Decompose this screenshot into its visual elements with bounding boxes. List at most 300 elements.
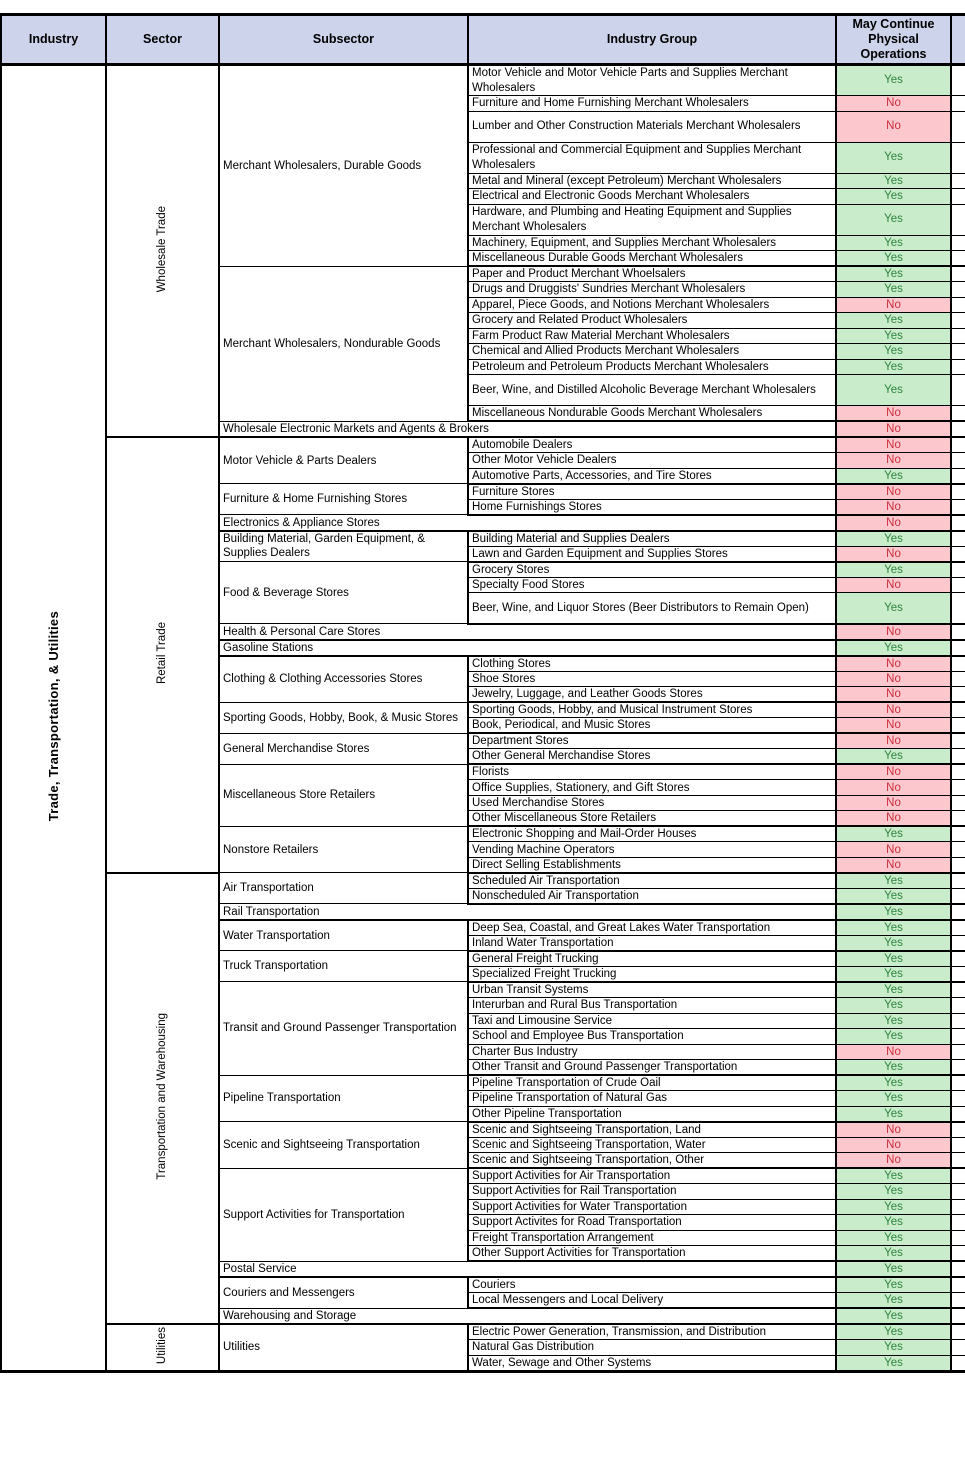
cutoff-column-cell [951,1075,965,1091]
industry-group-cell-label: Other General Merchandise Stores [472,750,651,763]
cutoff-column-cell [951,966,965,982]
sector-cell-label: Transportation and Warehousing [156,1013,169,1180]
may-continue-cell [836,811,951,827]
may-continue-cell-label: No [886,547,901,560]
cutoff-column-cell [951,780,965,796]
industry-group-cell-label: Automobile Dealers [472,439,573,452]
cutoff-column-cell [951,531,965,547]
may-continue-cell [836,1091,951,1107]
cutoff-column-cell [951,982,965,998]
may-continue-cell-label: No [886,719,901,732]
may-continue-cell [836,1230,951,1246]
may-continue-cell [836,982,951,998]
cutoff-column-cell [951,1122,965,1138]
industry-group-cell [468,888,836,904]
industry-group-cell [468,1230,836,1246]
col-header-sector: Sector [106,15,219,65]
cutoff-column-cell [951,593,965,624]
subsector-cell [219,437,468,484]
may-continue-cell-label: Yes [884,1061,903,1073]
industry-group-cell-label: Office Supplies, Stationery, and Gift Stores [472,781,690,794]
industry-group-cell [468,1355,836,1371]
may-continue-cell [836,593,951,624]
industry-group-cell-label: Other Pipeline Transportation [472,1107,622,1120]
industry-group-cell-label: Scenic and Sightseeing Transportation, Other [472,1154,705,1167]
cutoff-column-cell [951,189,965,205]
may-continue-cell [836,1215,951,1231]
industry-group-cell-label: Support Activities for Water Transportation [472,1200,687,1213]
industry-group-cell-label: Chemical and Allied Products Merchant Wholesalers [472,345,740,358]
may-continue-cell-label: Yes [884,936,903,949]
industry-group-cell [468,733,836,749]
cutoff-column-cell [951,484,965,500]
may-continue-cell [836,313,951,329]
cutoff-column-cell [951,173,965,189]
may-continue-cell [836,1199,951,1215]
industry-group-cell [468,531,836,547]
industry-group-cell [468,235,836,251]
subsector-cell [219,1277,468,1308]
subsector-cell-label: Merchant Wholesalers, Nondurable Goods [223,337,441,350]
industry-cell-label: Trade, Transportation, & Utilities [45,610,61,821]
may-continue-cell [836,780,951,796]
may-continue-cell [836,1355,951,1371]
may-continue-cell [836,749,951,765]
industry-group-cell [468,111,836,142]
industry-group-cell-label: Other Transit and Ground Passenger Transportation [472,1061,738,1073]
cutoff-column-cell [951,282,965,298]
subsector-cell [219,1122,468,1169]
may-continue-cell [836,687,951,703]
industry-group-cell [468,780,836,796]
may-continue-cell [836,406,951,422]
industry-group-cell [468,142,836,173]
may-continue-cell [836,173,951,189]
cutoff-column-cell [951,546,965,562]
industry-group-cell [468,65,836,96]
industry-group-cell-label: Jewelry, Luggage, and Leather Goods Stores [472,688,703,701]
may-continue-cell [836,998,951,1014]
may-continue-cell-label: Yes [884,236,903,249]
may-continue-cell-label: No [886,1045,901,1058]
may-continue-cell-label: Yes [884,190,903,203]
cutoff-column-cell [951,1324,965,1340]
subsector-cell [219,531,468,562]
cutoff-column-cell [951,1091,965,1107]
subsector-cell-label: Utilities [223,1341,261,1354]
cutoff-column-cell [951,764,965,780]
may-continue-cell [836,375,951,406]
industry-group-cell-label: Nonscheduled Air Transportation [472,889,639,902]
cutoff-column-cell [951,468,965,484]
industry-group-cell [468,982,836,998]
may-continue-cell-label: No [886,1154,901,1167]
industry-group-cell-label: Inland Water Transportation [472,936,614,949]
may-continue-cell [836,484,951,500]
industry-group-cell-label: Drugs and Druggists' Sundries Merchant Wholesalers [472,283,746,296]
industry-group-cell-label: Other Miscellaneous Store Retailers [472,812,657,825]
may-continue-cell [836,795,951,811]
industry-group-cell [468,1122,836,1138]
cutoff-column-header [951,15,965,65]
may-continue-cell [836,624,951,640]
may-continue-cell-label: Yes [884,1326,903,1339]
subsector-cell [219,951,468,982]
subsector-cell [219,1075,468,1122]
may-continue-cell [836,826,951,842]
industry-group-cell-label: Department Stores [472,735,569,748]
industry-group-cell-label: Paper and Product Merchant Whoelsalers [472,268,686,281]
industry-group-cell-label: Specialized Freight Trucking [472,967,617,980]
industry-group-cell [468,795,836,811]
subsector-cell-label: Couriers and Messengers [223,1286,355,1299]
industry-group-cell [468,251,836,267]
may-continue-cell-label: Yes [884,384,903,397]
cutoff-column-cell [951,577,965,593]
may-continue-cell [836,111,951,142]
industry-group-cell [468,593,836,624]
subsector-cell [219,515,836,531]
may-continue-cell-label: No [886,578,901,591]
may-continue-cell-label: Yes [884,983,903,996]
industry-group-cell-label: Electrical and Electronic Goods Merchant Wholesalers [472,190,750,203]
may-continue-cell-label: Yes [884,1200,903,1213]
cutoff-column-cell [951,1199,965,1215]
may-continue-cell [836,562,951,578]
may-continue-cell [836,499,951,515]
col-header-may-continue: May Continue Physical Operations [836,15,951,65]
cutoff-column-cell [951,96,965,112]
cutoff-column-cell [951,951,965,967]
industry-group-cell [468,562,836,578]
may-continue-cell-label: Yes [884,1092,903,1105]
industry-group-cell-label: Used Merchandise Stores [472,797,605,810]
industry-group-cell-label: Electronic Shopping and Mail-Order Houses [472,828,697,841]
cutoff-column-cell [951,1293,965,1309]
cutoff-column-cell [951,1060,965,1076]
may-continue-cell [836,904,951,920]
may-continue-cell [836,359,951,375]
cutoff-column-cell [951,297,965,313]
industry-group-cell [468,1044,836,1060]
industry-group-cell-label: Automotive Parts, Accessories, and Tire Stores [472,469,712,482]
cutoff-column-cell [951,1168,965,1184]
may-continue-cell [836,842,951,858]
may-continue-cell-label: Yes [884,889,903,902]
may-continue-cell-label: Yes [884,1170,903,1183]
cutoff-column-cell [951,811,965,827]
industry-group-cell [468,1029,836,1045]
cutoff-column-cell [951,204,965,235]
may-continue-cell-label: Yes [884,1014,903,1027]
may-continue-cell [836,857,951,873]
may-continue-cell-label: Yes [884,828,903,841]
may-continue-cell [836,189,951,205]
may-continue-cell-label: No [886,704,901,717]
cutoff-column-cell [951,687,965,703]
subsector-cell-label: Sporting Goods, Hobby, Book, & Music Stores [223,711,459,724]
cutoff-column-cell [951,344,965,360]
may-continue-cell [836,468,951,484]
may-continue-cell-label: Yes [884,1279,903,1292]
cutoff-column-cell [951,1029,965,1045]
subsector-cell-label: Food & Beverage Stores [223,586,349,599]
cutoff-column-cell [951,235,965,251]
may-continue-cell [836,935,951,951]
industry-group-cell-label: Charter Bus Industry [472,1045,578,1058]
industry-group-cell-label: Freight Transportation Arrangement [472,1231,654,1244]
cutoff-column-cell [951,920,965,936]
cutoff-column-cell [951,1340,965,1356]
may-continue-cell [836,1324,951,1340]
cutoff-column-cell [951,1184,965,1200]
cutoff-column-cell [951,421,965,437]
industry-group-cell-label: Deep Sea, Coastal, and Great Lakes Water Transportation [472,921,771,934]
may-continue-cell-label: Yes [884,283,903,296]
subsector-cell [219,640,836,656]
sector-cell-label: Wholesale Trade [156,205,169,293]
may-continue-cell [836,266,951,282]
industry-group-cell [468,375,836,406]
cutoff-column-cell [951,1355,965,1371]
industry-group-cell [468,857,836,873]
subsector-cell [219,702,468,733]
may-continue-cell-label: No [886,298,901,311]
subsector-cell [219,904,836,920]
industry-group-cell-label: Home Furnishings Stores [472,500,602,513]
subsector-cell [219,1324,468,1371]
industry-group-cell [468,437,836,453]
may-continue-cell-label: Yes [884,601,903,614]
industry-group-cell [468,484,836,500]
may-continue-cell [836,733,951,749]
industry-group-cell [468,204,836,235]
subsector-cell-label: Health & Personal Care Stores [223,625,381,638]
cutoff-column-cell [951,1246,965,1262]
industry-group-cell [468,1168,836,1184]
industry-group-cell [468,1153,836,1169]
may-continue-cell-label: No [886,439,901,452]
may-continue-cell-label: Yes [884,174,903,187]
industry-group-cell-label: Miscellaneous Durable Goods Merchant Wholesalers [472,252,744,264]
may-continue-cell-label: Yes [884,469,903,482]
industry-group-cell-label: Scheduled Air Transportation [472,874,620,887]
industry-group-cell [468,173,836,189]
header-row [1,15,965,65]
may-continue-cell-label: No [886,516,901,529]
industry-group-cell [468,935,836,951]
may-continue-cell [836,1060,951,1076]
industry-group-cell [468,1184,836,1200]
may-continue-cell-label: No [886,843,901,856]
industry-group-cell-label: Support Activities for Rail Transportation [472,1185,677,1198]
subsector-cell-label: Merchant Wholesalers, Durable Goods [223,159,422,172]
cutoff-column-cell [951,1013,965,1029]
cutoff-column-cell [951,1106,965,1122]
industry-group-cell-label: School and Employee Bus Transportation [472,1030,684,1043]
industry-group-cell-label: Apparel, Piece Goods, and Notions Merchant Wholesalers [472,298,770,311]
may-continue-cell-label: Yes [884,967,903,980]
may-continue-cell [836,656,951,672]
industry-group-cell-label: Direct Selling Establishments [472,858,621,871]
industry-group-cell-label: Hardware, and Plumbing and Heating Equipment and Supplies Merchant Wholesalers [472,206,792,233]
subsector-cell [219,1168,468,1261]
industry-group-cell-label: Scenic and Sightseeing Transportation, Land [472,1123,701,1136]
industry-group-cell [468,313,836,329]
may-continue-cell [836,65,951,96]
may-continue-cell [836,515,951,531]
industry-group-cell [468,96,836,112]
subsector-cell-label: Warehousing and Storage [223,1310,357,1323]
industry-group-cell-label: Building Material and Supplies Dealers [472,532,670,545]
cutoff-column-cell [951,935,965,951]
may-continue-cell [836,235,951,251]
may-continue-cell-label: No [886,812,901,825]
may-continue-cell-label: Yes [884,1030,903,1043]
may-continue-cell-label: Yes [884,1107,903,1120]
may-continue-cell-label: No [886,781,901,794]
cutoff-column-cell [951,842,965,858]
industry-group-cell-label: Support Activities for Air Transportation [472,1170,671,1183]
col-header-industry: Industry [1,15,106,65]
cutoff-column-cell [951,640,965,656]
may-continue-cell-label: Yes [884,314,903,327]
may-continue-cell-label: Yes [884,905,903,918]
may-continue-cell [836,282,951,298]
industry-group-cell [468,577,836,593]
may-continue-cell-label: No [886,858,901,871]
cutoff-column-cell [951,111,965,142]
industry-group-cell [468,468,836,484]
industry-group-cell-label: Book, Periodical, and Music Stores [472,719,651,732]
may-continue-cell-label: Yes [884,329,903,342]
may-continue-cell [836,1106,951,1122]
may-continue-cell [836,1308,951,1324]
may-continue-cell-label: Yes [884,1216,903,1229]
may-continue-cell-label: No [886,766,901,779]
industry-group-cell-label: Lumber and Other Construction Materials Merchant Wholesalers [472,120,801,133]
may-continue-cell [836,1168,951,1184]
industry-group-cell-label: Support Activites for Road Transportation [472,1216,682,1229]
subsector-cell-label: Postal Service [223,1263,297,1276]
subsector-cell-label: Clothing & Clothing Accessories Stores [223,673,423,686]
may-continue-cell-label: Yes [884,563,903,576]
table-row [1,1324,965,1340]
may-continue-cell-label: No [886,454,901,467]
industry-group-cell-label: Shoe Stores [472,672,536,685]
subsector-cell [219,656,468,703]
cutoff-column-cell [951,1230,965,1246]
subsector-cell-label: Transit and Ground Passenger Transportation [223,1022,457,1035]
may-continue-cell-label: Yes [884,874,903,887]
sector-cell [106,873,219,1324]
subsector-cell-label: Truck Transportation [223,960,329,973]
may-continue-cell [836,718,951,734]
may-continue-cell [836,1261,951,1277]
cutoff-column-cell [951,733,965,749]
industry-group-cell-label: General Freight Trucking [472,952,599,965]
industry-group-cell [468,282,836,298]
may-continue-cell-label: Yes [884,1341,903,1354]
cutoff-column-cell [951,406,965,422]
industry-group-cell [468,1340,836,1356]
may-continue-cell [836,640,951,656]
may-continue-cell-label: Yes [884,151,903,164]
cutoff-column-cell [951,998,965,1014]
may-continue-cell-label: Yes [884,345,903,358]
industry-group-cell-label: Motor Vehicle and Motor Vehicle Parts and Supplies Merchant Wholesalers [472,67,788,94]
may-continue-cell [836,951,951,967]
subsector-cell-label: Pipeline Transportation [223,1092,341,1105]
may-continue-cell [836,297,951,313]
may-continue-cell-label: No [886,1138,901,1151]
cutoff-column-cell [951,656,965,672]
may-continue-cell [836,1293,951,1309]
industry-group-cell [468,687,836,703]
may-continue-cell-label: No [886,1123,901,1136]
cutoff-column-cell [951,328,965,344]
cutoff-column-cell [951,1261,965,1277]
may-continue-cell-label: No [886,688,901,701]
may-continue-cell [836,671,951,687]
subsector-cell [219,764,468,826]
may-continue-cell [836,888,951,904]
may-continue-cell [836,453,951,469]
cutoff-column-cell [951,251,965,267]
industry-group-cell-label: Other Support Activities for Transportation [472,1247,686,1260]
industry-group-cell-label: Professional and Commercial Equipment and Supplies Merchant Wholesalers [472,144,802,171]
cutoff-column-cell [951,1308,965,1324]
industry-cell [1,65,106,1372]
may-continue-cell-label: No [886,797,901,810]
subsector-cell [219,65,468,267]
industry-group-cell-label: Sporting Goods, Hobby, and Musical Instrument Stores [472,704,753,717]
industry-group-cell-label: Furniture Stores [472,485,555,498]
may-continue-cell-label: No [886,407,901,420]
table-row [1,437,965,453]
industry-group-cell-label: Vending Machine Operators [472,843,615,856]
industry-group-cell [468,1199,836,1215]
table-row [1,873,965,889]
may-continue-cell-label: Yes [884,213,903,226]
subsector-cell [219,562,468,624]
cutoff-column-cell [951,437,965,453]
subsector-cell [219,266,468,421]
industry-group-cell-label: Pipeline Transportation of Crude Oail [472,1077,661,1090]
may-continue-cell [836,1153,951,1169]
industry-group-cell-label: Lawn and Garden Equipment and Supplies Stores [472,547,728,560]
subsector-cell [219,1308,836,1324]
industry-group-cell-label: Beer, Wine, and Liquor Stores (Beer Distributors to Remain Open) [472,601,809,614]
cutoff-column-cell [951,624,965,640]
industry-group-cell-label: Miscellaneous Nondurable Goods Merchant Wholesalers [472,407,763,420]
industry-group-cell [468,764,836,780]
sector-cell [106,437,219,873]
subsector-cell-label: Miscellaneous Store Retailers [223,789,376,802]
industry-group-cell [468,920,836,936]
industry-group-cell-label: Natural Gas Distribution [472,1341,595,1354]
industry-group-cell [468,546,836,562]
cutoff-column-cell [951,1215,965,1231]
industry-group-cell-label: Beer, Wine, and Distilled Alcoholic Beverage Merchant Wholesalers [472,384,816,397]
may-continue-cell-label: No [886,423,901,436]
may-continue-cell-label: Yes [884,532,903,545]
industry-group-cell [468,297,836,313]
industry-group-cell [468,1060,836,1076]
cutoff-column-cell [951,1277,965,1293]
may-continue-cell-label: Yes [884,360,903,373]
industry-group-cell-label: Interurban and Rural Bus Transportation [472,999,678,1012]
